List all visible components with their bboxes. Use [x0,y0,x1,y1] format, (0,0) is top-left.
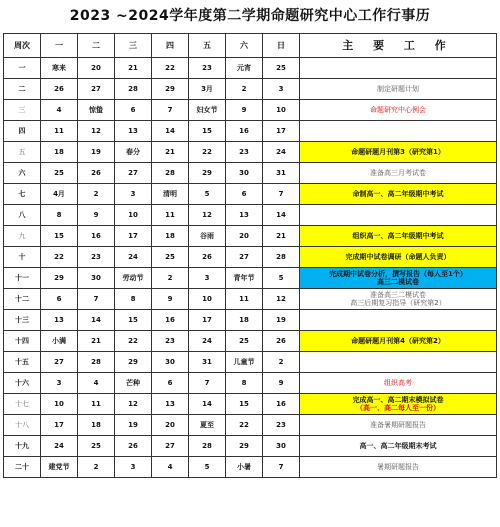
work-item: 组织高考 [384,379,412,387]
day-cell: 30 [226,163,263,184]
day-cell: 26 [78,163,115,184]
main-work-cell [300,226,497,247]
day-cell: 13 [152,394,189,415]
work-item: 完成高一、高二期末模拟试卷 [352,396,444,404]
day-cell: 清明 [152,184,189,205]
day-cell: 29 [41,268,78,289]
week-number: 七 [4,184,41,205]
day-cell: 27 [78,79,115,100]
day-cell: 8 [115,289,152,310]
week-number: 十四 [4,331,41,352]
day-cell: 15 [226,394,263,415]
day-cell: 7 [152,100,189,121]
day-cell: 3 [263,79,300,100]
main-work-cell [300,310,497,331]
day-cell: 21 [263,226,300,247]
day-cell: 6 [41,289,78,310]
day-cell: 23 [189,58,226,79]
week-number: 十 [4,247,41,268]
week-number: 九 [4,226,41,247]
day-cell: 3月 [189,79,226,100]
main-work-cell [300,289,497,310]
day-cell: 14 [152,121,189,142]
day-cell: 13 [115,121,152,142]
day-cell: 17 [115,226,152,247]
week-number: 十八 [4,415,41,436]
table-row [4,184,497,205]
day-cell: 11 [41,121,78,142]
day-cell: 30 [78,268,115,289]
day-cell: 28 [115,79,152,100]
day-cell: 2 [78,184,115,205]
day-cell: 30 [263,436,300,457]
day-cell: 28 [78,352,115,373]
day-cell: 15 [189,121,226,142]
day-cell: 芒种 [115,373,152,394]
day-cell: 4 [78,373,115,394]
day-cell: 20 [78,58,115,79]
day-cell: 28 [152,163,189,184]
header-sun: 日 [263,34,300,58]
day-cell: 谷雨 [189,226,226,247]
day-cell: 19 [115,415,152,436]
table-row [4,289,497,310]
day-cell: 31 [189,352,226,373]
day-cell: 19 [263,310,300,331]
main-work-cell [300,352,497,373]
day-cell: 10 [263,100,300,121]
day-cell: 4 [152,457,189,478]
day-cell: 6 [152,373,189,394]
day-cell: 9 [78,205,115,226]
day-cell: 25 [226,331,263,352]
main-work-cell [300,268,497,289]
day-cell: 15 [41,226,78,247]
table-row [4,100,497,121]
day-cell: 27 [115,163,152,184]
table-row [4,79,497,100]
work-item: 暑期研题报告 [377,463,419,471]
day-cell: 9 [263,373,300,394]
day-cell: 7 [78,289,115,310]
table-row [4,121,497,142]
main-work-cell [300,457,497,478]
day-cell: 24 [263,142,300,163]
day-cell: 30 [152,352,189,373]
week-number: 十三 [4,310,41,331]
day-cell: 7 [263,184,300,205]
day-cell: 小满 [41,331,78,352]
day-cell: 24 [41,436,78,457]
day-cell: 13 [41,310,78,331]
day-cell: 4 [41,100,78,121]
table-row [4,415,497,436]
week-number: 十九 [4,436,41,457]
day-cell: 23 [263,415,300,436]
week-number: 二十 [4,457,41,478]
day-cell: 18 [78,415,115,436]
day-cell: 小暑 [226,457,263,478]
main-work-cell [300,121,497,142]
day-cell: 11 [226,289,263,310]
table-row [4,205,497,226]
week-number: 十一 [4,268,41,289]
day-cell: 3 [115,457,152,478]
main-work-cell [300,142,497,163]
week-number: 十六 [4,373,41,394]
week-number: 十五 [4,352,41,373]
main-work-cell [300,247,497,268]
day-cell: 10 [115,205,152,226]
day-cell: 寒来 [41,58,78,79]
work-item: 准备高三二模试卷 [370,291,426,299]
table-row [4,247,497,268]
day-cell: 20 [226,226,263,247]
day-cell: 31 [263,163,300,184]
day-cell: 17 [263,121,300,142]
table-row [4,310,497,331]
day-cell: 儿童节 [226,352,263,373]
day-cell: 24 [115,247,152,268]
main-work-cell [300,184,497,205]
day-cell: 12 [78,121,115,142]
day-cell: 4月 [41,184,78,205]
day-cell: 23 [78,247,115,268]
table-row [4,394,497,415]
day-cell: 22 [41,247,78,268]
day-cell: 14 [78,310,115,331]
day-cell: 10 [189,289,226,310]
day-cell: 2 [263,352,300,373]
day-cell: 25 [78,436,115,457]
header-mon: 一 [41,34,78,58]
week-number: 二 [4,79,41,100]
day-cell: 29 [115,352,152,373]
header-tue: 二 [78,34,115,58]
day-cell: 21 [152,142,189,163]
day-cell: 5 [263,268,300,289]
week-number: 六 [4,163,41,184]
day-cell: 9 [226,100,263,121]
calendar-table [3,33,497,478]
day-cell: 5 [189,184,226,205]
day-cell: 22 [152,58,189,79]
week-number: 八 [4,205,41,226]
day-cell: 7 [189,373,226,394]
work-item: 组织高一、高二年级期中考试 [352,232,444,240]
day-cell: 12 [263,289,300,310]
table-row [4,436,497,457]
day-cell: 21 [78,331,115,352]
work-item: （高一、高二每人至一份） [356,404,440,412]
day-cell: 12 [189,205,226,226]
day-cell: 14 [189,394,226,415]
main-work-cell [300,163,497,184]
week-number: 十七 [4,394,41,415]
main-work-cell [300,58,497,79]
work-item: 完成期中试卷分析，撰写报告（每人至1个） [329,270,467,278]
day-cell: 27 [226,247,263,268]
day-cell: 9 [152,289,189,310]
day-cell: 14 [263,205,300,226]
main-work-cell [300,205,497,226]
day-cell: 19 [78,142,115,163]
table-row [4,331,497,352]
main-work-cell [300,79,497,100]
day-cell: 22 [189,142,226,163]
day-cell: 18 [152,226,189,247]
day-cell: 22 [115,331,152,352]
header-wed: 三 [115,34,152,58]
week-number: 四 [4,121,41,142]
day-cell: 18 [226,310,263,331]
day-cell: 26 [115,436,152,457]
day-cell: 13 [226,205,263,226]
table-row [4,142,497,163]
work-item: 高三后期复习指导（研究第2） [350,299,446,307]
day-cell: 25 [263,58,300,79]
day-cell: 29 [226,436,263,457]
day-cell: 5 [189,457,226,478]
work-item: 准备暑期研题报告 [370,421,426,429]
day-cell: 劳动节 [115,268,152,289]
day-cell: 春分 [115,142,152,163]
day-cell: 16 [226,121,263,142]
day-cell: 6 [115,100,152,121]
day-cell: 11 [78,394,115,415]
main-work-cell [300,394,497,415]
day-cell: 2 [226,79,263,100]
day-cell: 2 [78,457,115,478]
week-number: 三 [4,100,41,121]
day-cell: 惊蛰 [78,100,115,121]
page-title: 2023 ~2024学年度第二学期命题研究中心工作行事历 [69,8,431,24]
day-cell: 8 [41,205,78,226]
week-number: 一 [4,58,41,79]
main-work-cell [300,331,497,352]
table-row [4,373,497,394]
day-cell: 元宵 [226,58,263,79]
table-row [4,226,497,247]
work-item: 命题研题月刊第3（研究第1） [351,148,445,156]
day-cell: 18 [41,142,78,163]
week-number: 五 [4,142,41,163]
main-work-cell [300,100,497,121]
day-cell: 17 [189,310,226,331]
work-item: 命题研题月刊第4（研究第2） [351,337,445,345]
day-cell: 29 [189,163,226,184]
day-cell: 8 [226,373,263,394]
day-cell: 25 [152,247,189,268]
header-fri: 五 [189,34,226,58]
header-row [4,34,497,58]
table-row [4,268,497,289]
header-thu: 四 [152,34,189,58]
work-item: 准备高三月考试卷 [370,169,426,177]
day-cell: 夏至 [189,415,226,436]
work-item: 高三二模试卷 [377,278,419,286]
main-work-cell [300,415,497,436]
work-item: 命制高一、高二年级期中考试 [352,190,444,198]
day-cell: 16 [78,226,115,247]
day-cell: 24 [189,331,226,352]
day-cell: 26 [189,247,226,268]
day-cell: 26 [41,79,78,100]
table-row [4,58,497,79]
day-cell: 22 [226,415,263,436]
day-cell: 6 [226,184,263,205]
day-cell: 17 [41,415,78,436]
day-cell: 21 [115,58,152,79]
day-cell: 3 [41,373,78,394]
day-cell: 3 [115,184,152,205]
day-cell: 25 [41,163,78,184]
day-cell: 建党节 [41,457,78,478]
header-sat: 六 [226,34,263,58]
day-cell: 27 [152,436,189,457]
day-cell: 11 [152,205,189,226]
day-cell: 26 [263,331,300,352]
day-cell: 16 [152,310,189,331]
day-cell: 28 [263,247,300,268]
table-row [4,163,497,184]
main-work-cell [300,373,497,394]
day-cell: 7 [263,457,300,478]
day-cell: 12 [115,394,152,415]
day-cell: 15 [115,310,152,331]
table-row [4,457,497,478]
day-cell: 2 [152,268,189,289]
day-cell: 23 [152,331,189,352]
day-cell: 27 [41,352,78,373]
work-item: 制定研题计划 [377,85,419,93]
work-item: 高一、高二年级期末考试 [359,442,437,450]
table-row [4,352,497,373]
day-cell: 29 [152,79,189,100]
day-cell: 妇女节 [189,100,226,121]
day-cell: 23 [226,142,263,163]
header-week: 周次 [4,34,41,58]
week-number: 十二 [4,289,41,310]
work-item: 命题研究中心例会 [370,106,426,114]
day-cell: 16 [263,394,300,415]
header-main-work: 主 要 工 作 [300,34,497,58]
day-cell: 青年节 [226,268,263,289]
work-item: 完成期中试卷调研（命题人负责） [345,253,451,261]
day-cell: 3 [189,268,226,289]
main-work-cell [300,436,497,457]
day-cell: 10 [41,394,78,415]
day-cell: 28 [189,436,226,457]
day-cell: 20 [152,415,189,436]
